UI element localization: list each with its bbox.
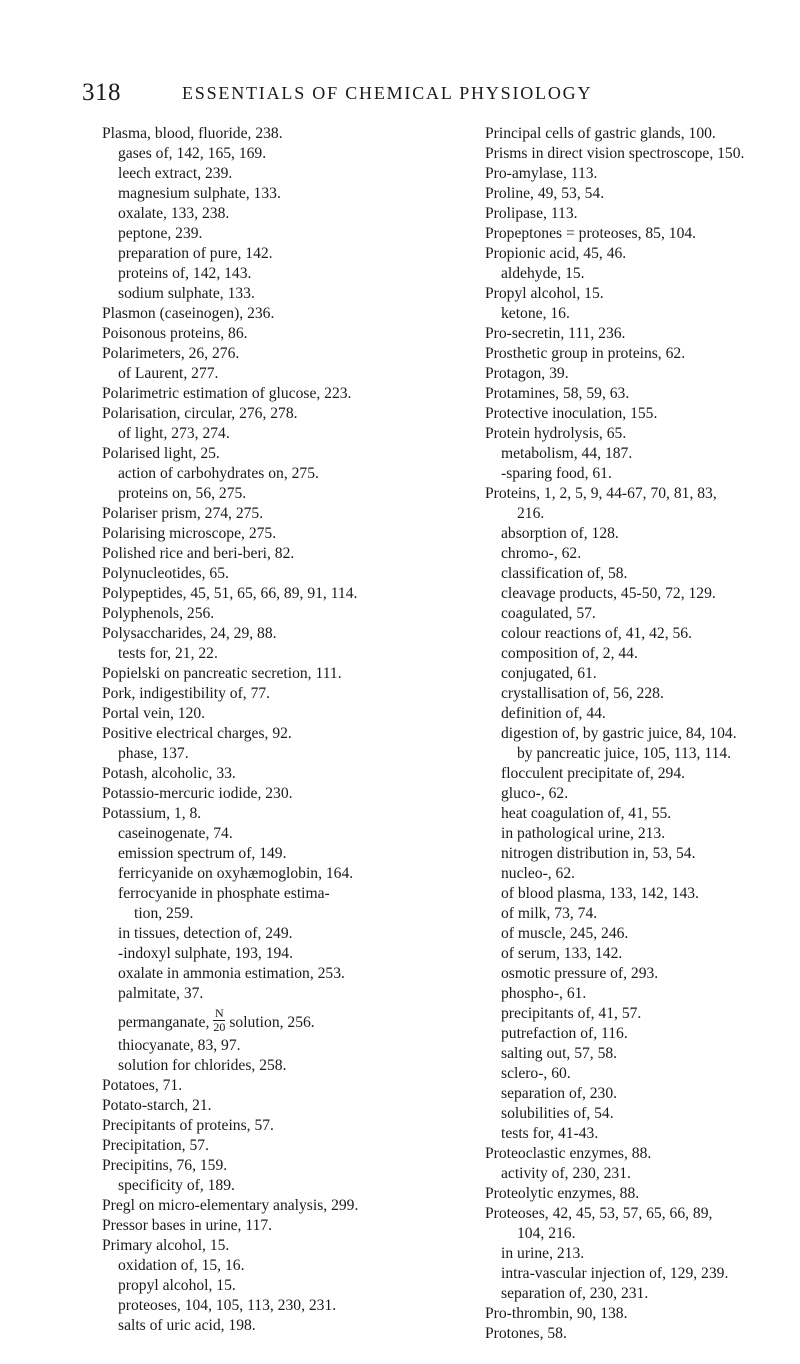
fraction-denominator: 20: [213, 1020, 226, 1034]
index-subentry: tests for, 21, 22.: [118, 645, 218, 662]
index-column-left: [102, 124, 447, 1336]
index-entry: Propionic acid, 45, 46.: [485, 245, 627, 262]
index-subentry: action of carbohydrates on, 275.: [118, 465, 319, 482]
index-entry: Polished rice and beri-beri, 82.: [102, 545, 295, 562]
index-subentry: palmitate, 37.: [118, 985, 204, 1002]
index-subentry: nucleo-, 62.: [501, 865, 576, 882]
index-subentry: oxalate in ammonia estimation, 253.: [118, 965, 345, 982]
index-subentry: solution for chlorides, 258.: [118, 1057, 287, 1074]
index-subentry: specificity of, 189.: [118, 1177, 235, 1194]
index-subentry: of muscle, 245, 246.: [501, 925, 629, 942]
index-entry: Polysaccharides, 24, 29, 88.: [102, 625, 277, 642]
entry-text-after: solution, 256.: [229, 1014, 315, 1032]
index-subentry: of serum, 133, 142.: [501, 945, 623, 962]
index-subentry: by pancreatic juice, 105, 113, 114.: [517, 745, 732, 762]
index-subentry: of light, 273, 274.: [118, 425, 230, 442]
index-subentry: caseinogenate, 74.: [118, 825, 233, 842]
index-entry: Potato-starch, 21.: [102, 1097, 212, 1114]
index-subentry: ferrocyanide in phosphate estima-: [118, 885, 330, 902]
index-entry: Poisonous proteins, 86.: [102, 325, 248, 342]
index-subentry: of milk, 73, 74.: [501, 905, 598, 922]
index-subentry: tests for, 41-43.: [501, 1125, 599, 1142]
index-subentry: sodium sulphate, 133.: [118, 285, 255, 302]
index-subentry: phospho-, 61.: [501, 985, 587, 1002]
index-entry: Precipitation, 57.: [102, 1137, 209, 1154]
index-subentry: separation of, 230.: [501, 1085, 618, 1102]
entry-text: permanganate,: [118, 1014, 210, 1032]
fraction-numerator: N: [215, 1006, 224, 1020]
index-entry: Polariser prism, 274, 275.: [102, 505, 264, 522]
index-entry: Potatoes, 71.: [102, 1077, 183, 1094]
index-entry: Potash, alcoholic, 33.: [102, 765, 236, 782]
index-subentry: osmotic pressure of, 293.: [501, 965, 659, 982]
index-subentry: preparation of pure, 142.: [118, 245, 273, 262]
index-subentry: salts of uric acid, 198.: [118, 1317, 256, 1334]
index-subentry: intra-vascular injection of, 129, 239.: [501, 1265, 729, 1282]
index-subentry: sclero-, 60.: [501, 1065, 571, 1082]
index-subentry: of Laurent, 277.: [118, 365, 219, 382]
index-entry: Protones, 58.: [485, 1325, 567, 1342]
index-subentry: nitrogen distribution in, 53, 54.: [501, 845, 696, 862]
index-subentry: colour reactions of, 41, 42, 56.: [501, 625, 692, 642]
index-subentry: separation of, 230, 231.: [501, 1285, 649, 1302]
index-entry: Polypeptides, 45, 51, 65, 66, 89, 91, 114.: [102, 585, 358, 602]
index-subentry: crystallisation of, 56, 228.: [501, 685, 664, 702]
index-subentry: chromo-, 62.: [501, 545, 582, 562]
index-subentry: putrefaction of, 116.: [501, 1025, 628, 1042]
index-entry: Principal cells of gastric glands, 100.: [485, 125, 716, 142]
index-entry: Pro-secretin, 111, 236.: [485, 325, 626, 342]
index-entry: Potassium, 1, 8.: [102, 805, 202, 822]
index-subentry: leech extract, 239.: [118, 165, 233, 182]
index-entry: Proline, 49, 53, 54.: [485, 185, 605, 202]
index-entry: Proteins, 1, 2, 5, 9, 44-67, 70, 81, 83,: [485, 485, 717, 502]
index-subentry: in urine, 213.: [501, 1245, 585, 1262]
index-subentry: proteins of, 142, 143.: [118, 265, 252, 282]
index-subentry: definition of, 44.: [501, 705, 606, 722]
index-entry: Pro-amylase, 113.: [485, 165, 598, 182]
page-number: 318: [82, 79, 121, 106]
index-entry: Propyl alcohol, 15.: [485, 285, 604, 302]
index-entry: Plasma, blood, fluoride, 238.: [102, 125, 283, 142]
index-subentry: in tissues, detection of, 249.: [118, 925, 293, 942]
index-entry: Potassio-mercuric iodide, 230.: [102, 785, 293, 802]
index-subentry: in pathological urine, 213.: [501, 825, 666, 842]
index-entry: Protamines, 58, 59, 63.: [485, 385, 630, 402]
index-subentry: 104, 216.: [517, 1225, 576, 1242]
index-subentry: activity of, 230, 231.: [501, 1165, 631, 1182]
index-subentry: -sparing food, 61.: [501, 465, 612, 482]
index-entry: Protagon, 39.: [485, 365, 569, 382]
index-subentry: gases of, 142, 165, 169.: [118, 145, 267, 162]
index-entry: Plasmon (caseinogen), 236.: [102, 305, 275, 322]
index-entry: Protein hydrolysis, 65.: [485, 425, 627, 442]
index-subentry: digestion of, by gastric juice, 84, 104.: [501, 725, 737, 742]
index-entry: Propeptones = proteoses, 85, 104.: [485, 225, 697, 242]
index-entry: Polarising microscope, 275.: [102, 525, 277, 542]
index-entry: Polarimetric estimation of glucose, 223.: [102, 385, 352, 402]
running-title: ESSENTIALS OF CHEMICAL PHYSIOLOGY: [182, 83, 593, 103]
index-subentry: conjugated, 61.: [501, 665, 597, 682]
index-subentry: magnesium sulphate, 133.: [118, 185, 281, 202]
index-column-right: [485, 124, 785, 1344]
index-subentry: classification of, 58.: [501, 565, 628, 582]
index-entry: Prolipase, 113.: [485, 205, 578, 222]
index-subentry: ketone, 16.: [501, 305, 570, 322]
index-subentry: oxidation of, 15, 16.: [118, 1257, 245, 1274]
index-entry: Polarised light, 25.: [102, 445, 220, 462]
index-subentry: -indoxyl sulphate, 193, 194.: [118, 945, 293, 962]
index-subentry: oxalate, 133, 238.: [118, 205, 230, 222]
index-subentry: gluco-, 62.: [501, 785, 569, 802]
index-entry: Pork, indigestibility of, 77.: [102, 685, 271, 702]
index-subentry: solubilities of, 54.: [501, 1105, 614, 1122]
index-entry: Pressor bases in urine, 117.: [102, 1217, 273, 1234]
index-subentry: flocculent precipitate of, 294.: [501, 765, 686, 782]
index-subentry: propyl alcohol, 15.: [118, 1277, 236, 1294]
index-subentry: proteins on, 56, 275.: [118, 485, 247, 502]
index-entry: Polarisation, circular, 276, 278.: [102, 405, 298, 422]
index-subentry: composition of, 2, 44.: [501, 645, 638, 662]
index-subentry: thiocyanate, 83, 97.: [118, 1037, 241, 1054]
index-subentry: salting out, 57, 58.: [501, 1045, 618, 1062]
index-subentry: precipitants of, 41, 57.: [501, 1005, 642, 1022]
index-entry: Protective inoculation, 155.: [485, 405, 658, 422]
index-subentry: peptone, 239.: [118, 225, 203, 242]
index-subentry: heat coagulation of, 41, 55.: [501, 805, 672, 822]
index-entry: Precipitins, 76, 159.: [102, 1157, 228, 1174]
index-subentry: emission spectrum of, 149.: [118, 845, 287, 862]
index-subentry: aldehyde, 15.: [501, 265, 585, 282]
index-entry: Prosthetic group in proteins, 62.: [485, 345, 686, 362]
index-entry: Portal vein, 120.: [102, 705, 206, 722]
index-entry: Polarimeters, 26, 276.: [102, 345, 240, 362]
index-entry: Polynucleotides, 65.: [102, 565, 229, 582]
index-entry: Proteoses, 42, 45, 53, 57, 65, 66, 89,: [485, 1205, 713, 1222]
index-subentry: metabolism, 44, 187.: [501, 445, 633, 462]
page-header: [0, 79, 800, 113]
fraction: [213, 1007, 225, 1034]
index-entry: Proteoclastic enzymes, 88.: [485, 1145, 652, 1162]
index-subentry: of blood plasma, 133, 142, 143.: [501, 885, 699, 902]
index-entry: Pro-thrombin, 90, 138.: [485, 1305, 628, 1322]
index-subentry: cleavage products, 45-50, 72, 129.: [501, 585, 716, 602]
index-entry: Popielski on pancreatic secretion, 111.: [102, 665, 342, 682]
index-subentry: [102, 1004, 447, 1036]
index-subentry: tion, 259.: [134, 905, 194, 922]
index-entry: Prisms in direct vision spectroscope, 150.: [485, 145, 745, 162]
index-entry: Precipitants of proteins, 57.: [102, 1117, 274, 1134]
index-subentry: coagulated, 57.: [501, 605, 596, 622]
index-entry: Polyphenols, 256.: [102, 605, 215, 622]
index-subentry: ferricyanide on oxyhæmoglobin, 164.: [118, 865, 354, 882]
index-entry: Proteolytic enzymes, 88.: [485, 1185, 640, 1202]
index-entry: Primary alcohol, 15.: [102, 1237, 230, 1254]
index-entry: Pregl on micro-elementary analysis, 299.: [102, 1197, 359, 1214]
index-subentry: proteoses, 104, 105, 113, 230, 231.: [118, 1297, 337, 1314]
index-entry: Positive electrical charges, 92.: [102, 725, 292, 742]
index-subentry: phase, 137.: [118, 745, 189, 762]
index-subentry: 216.: [517, 505, 545, 522]
index-subentry: absorption of, 128.: [501, 525, 619, 542]
